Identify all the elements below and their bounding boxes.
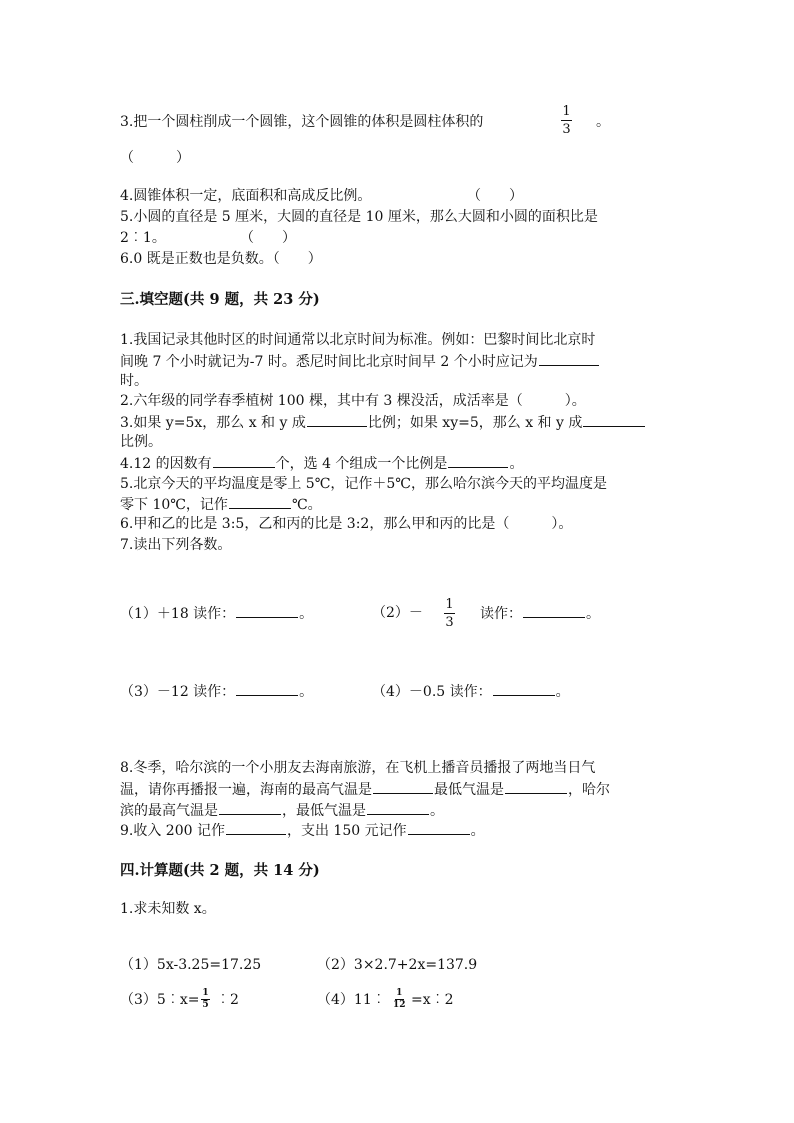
fill-q1-line2: 间晚 7 个小时就记为-7 时。悉尼时间比北京时间早 2 个小时应记为 — [120, 351, 600, 372]
fill-q8-line2: 温，请你再播报一遍，海南的最高气温是 最低气温是 ，哈尔 — [120, 779, 610, 800]
answer-blank[interactable] — [523, 603, 585, 618]
answer-blank[interactable] — [539, 351, 599, 366]
answer-blank[interactable] — [226, 820, 286, 835]
fill-q6: 6.甲和乙的比是 3:5，乙和丙的比是 3:2，那么甲和丙的比是（ ）。 — [120, 516, 573, 532]
answer-blank[interactable] — [236, 681, 298, 696]
answer-blank[interactable] — [219, 800, 281, 815]
judge-q4: 4.圆锥体积一定，底面积和高成反比例。 — [120, 188, 372, 204]
answer-blank[interactable] — [493, 681, 555, 696]
answer-blank[interactable] — [583, 412, 645, 427]
fill-q1-line1: 1.我国记录其他时区的时间通常以北京时间为标准。例如：巴黎时间比北京时 — [120, 332, 596, 348]
equation-4-left: （4）11︰ — [317, 992, 386, 1008]
answer-blank[interactable] — [505, 779, 567, 794]
judge-q3-end: 。 — [596, 114, 610, 130]
fill-q7-item3: （3）－12 读作： 。 — [120, 681, 313, 702]
equation-3-right: ︰2 — [216, 992, 239, 1008]
judge-q5-line1: 5.小圆的直径是 5 厘米，大圆的直径是 10 厘米，那么大圆和小圆的面积比是 — [120, 209, 598, 225]
judge-q5-line2: 2︰1。 — [120, 230, 166, 246]
fill-q9: 9.收入 200 记作 ，支出 150 元记作 。 — [120, 820, 485, 841]
answer-blank[interactable] — [213, 453, 275, 468]
fill-q5-line1: 5.北京今天的平均温度是零上 5℃，记作＋5℃，那么哈尔滨今天的平均温度是 — [120, 476, 607, 492]
equation-3-fraction: 1 5 — [202, 988, 209, 1010]
judge-q3-fraction: 1 3 — [562, 104, 571, 137]
judge-q3: 3.把一个圆柱削成一个圆锥，这个圆锥的体积是圆柱体积的 — [120, 114, 484, 130]
fill-q2: 2.六年级的同学春季植树 100 棵，其中有 3 棵没活，成活率是（ ）。 — [120, 393, 586, 409]
fill-q7: 7.读出下列各数。 — [120, 537, 232, 553]
calc-q1: 1.求未知数 x。 — [120, 901, 216, 917]
fill-q8-line3: 滨的最高气温是 ，最低气温是 。 — [120, 800, 444, 821]
equation-3-left: （3）5︰x= — [120, 992, 200, 1008]
answer-blank[interactable] — [367, 800, 429, 815]
answer-blank[interactable] — [307, 412, 367, 427]
equation-4-fraction: 1 12 — [393, 988, 406, 1010]
fill-q7-item2-fraction: 1 3 — [445, 597, 454, 630]
fill-q7-item2: 读作： 。 — [480, 603, 600, 624]
judge-q5-answer-paren: （ ） — [240, 230, 296, 246]
answer-blank[interactable] — [236, 603, 298, 618]
fill-q8-line1: 8.冬季，哈尔滨的一个小朋友去海南旅游，在飞机上播音员播报了两地当日气 — [120, 760, 596, 776]
judge-q6: 6.0 既是正数也是负数。（ ） — [120, 251, 322, 267]
fill-q7-item4: （4）－0.5 读作： 。 — [372, 681, 570, 702]
fill-q3-line2: 比例。 — [120, 434, 162, 450]
answer-blank[interactable] — [408, 820, 470, 835]
answer-blank[interactable] — [229, 494, 291, 509]
judge-q4-answer-paren: （ ） — [467, 188, 523, 204]
fill-q3-line1: 3.如果 y=5x，那么 x 和 y 成 比例；如果 xy=5，那么 x 和 y 成 — [120, 412, 646, 433]
answer-blank[interactable] — [448, 453, 508, 468]
equation-1: （1）5x-3.25=17.25 — [120, 957, 262, 973]
equation-2: （2）3×2.7+2x=137.9 — [317, 957, 478, 973]
fill-q7-item2-prefix: （2）－ — [372, 605, 423, 621]
section-4-heading: 四.计算题(共 2 题，共 14 分) — [120, 862, 320, 879]
fill-q7-item1: （1）＋18 读作： 。 — [120, 603, 313, 624]
fill-q5-line2: 零下 10℃，记作 ℃。 — [120, 494, 322, 515]
fill-q1-line3: 时。 — [120, 373, 148, 389]
equation-4-right: =x︰2 — [411, 992, 454, 1008]
fill-q4: 4.12 的因数有 个，选 4 个组成一个比例是 。 — [120, 453, 523, 474]
answer-blank[interactable] — [373, 779, 433, 794]
judge-q3-answer-paren: （ ） — [120, 150, 190, 166]
section-3-heading: 三.填空题(共 9 题，共 23 分) — [120, 291, 320, 308]
